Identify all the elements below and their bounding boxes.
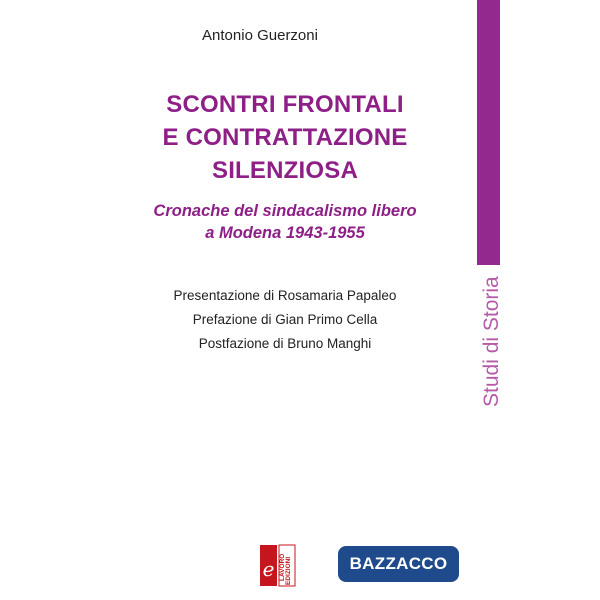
book-subtitle: [120, 200, 450, 244]
series-color-bar: [477, 0, 500, 265]
svg-text:EDIZIONI: EDIZIONI: [285, 556, 292, 585]
svg-text:LAVORO: LAVORO: [279, 553, 286, 581]
publisher-badge: BAZZACCO: [338, 546, 459, 582]
book-title: [105, 88, 465, 187]
credits: [130, 284, 440, 356]
subtitle-line: Cronache del sindacalismo libero: [153, 202, 417, 220]
credit-preface: Prefazione di Gian Primo Cella: [192, 312, 378, 327]
subtitle-line: a Modena 1943-1955: [205, 224, 365, 242]
title-line: SILENZIOSA: [211, 157, 358, 184]
credit-afterword: Postfazione di Bruno Manghi: [198, 336, 372, 351]
credit-presentation: Presentazione di Rosamaria Papaleo: [173, 288, 397, 303]
edizioni-lavoro-logo: [258, 543, 298, 588]
author-name: Antonio Guerzoni: [202, 27, 318, 44]
svg-text:e: e: [262, 557, 275, 581]
title-line: E CONTRATTAZIONE: [162, 124, 408, 151]
series-label: Studi di Storia: [480, 276, 503, 407]
title-line: SCONTRI FRONTALI: [166, 91, 404, 118]
